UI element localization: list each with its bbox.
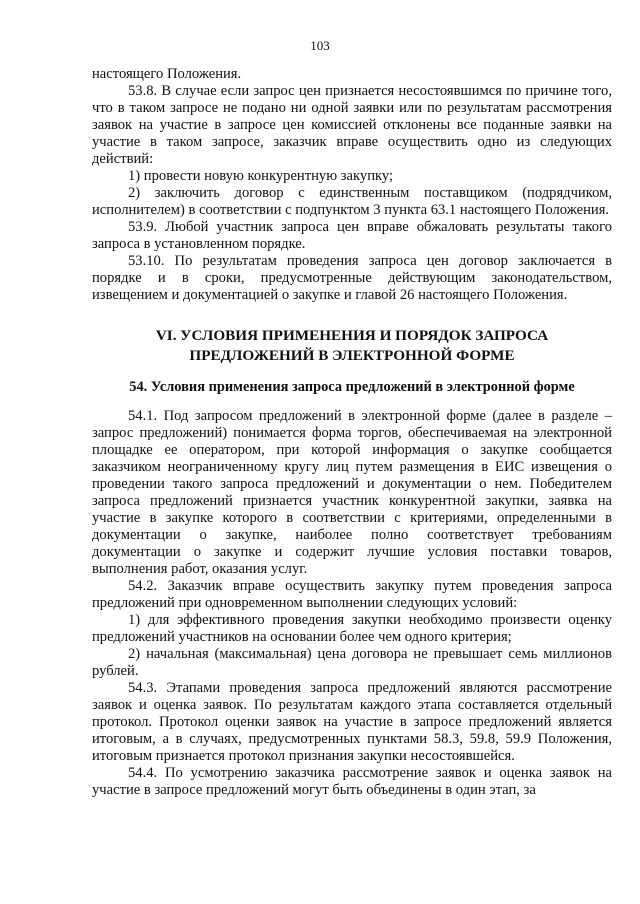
list-item: 1) для эффективного проведения закупки необходимо произвести оценку предложений участников на основании более чем одного критерия; [92, 612, 612, 645]
paragraph: 53.8. В случае если запрос цен признается несостоявшимся по причине того, что в таком запросе не подано ни одной заявки или по результатам рассмотрения заявок на участие в запросе цен комиссией отклонены все поданные заявки на участие в таком запросе, заказчик вправе осуществить одно из следующих действий: [92, 83, 612, 167]
paragraph: 54.2. Заказчик вправе осуществить закупку путем проведения запроса предложений при одновременном выполнении следующих условий: [92, 578, 612, 611]
paragraph: 54.3. Этапами проведения запроса предложений являются рассмотрение заявок и оценка заявок. По результатам каждого этапа составляется отдельный протокол. Протокол оценки заявок на участие в запросе предложений является итоговым, а в случаях, предусмотренных пунктами 58.3, 59.8, 59.9 Положения, итоговым признается протокол признания закупки несостоявшейся. [92, 680, 612, 764]
paragraph: 53.9. Любой участник запроса цен вправе обжаловать результаты такого запроса в установленном порядке. [92, 219, 612, 252]
list-item: 1) провести новую конкурентную закупку; [128, 168, 394, 184]
document-body [92, 66, 612, 799]
paragraph: 54.1. Под запросом предложений в электронной форме (далее в разделе – запрос предложений) понимается форма торгов, обеспечиваемая на электронной площадке ее оператором, при которой информация о закупке сообщается заказчиком неограниченному кругу лиц путем размещения в ЕИС извещения о проведении такого запроса предложений и документации о нем. Победителем запроса предложений признается участник конкурентной закупки, заявка на участие в закупке которого в соответствии с критериями, определенными в документации о закупке, наиболее полно соответствует требованиям документации о закупке и содержит лучшие условия поставки товаров, выполнения работ, оказания услуг. [92, 408, 612, 577]
section-title-line: ПРЕДЛОЖЕНИЙ В ЭЛЕКТРОННОЙ ФОРМЕ [189, 347, 515, 364]
section-title-line: VI. УСЛОВИЯ ПРИМЕНЕНИЯ И ПОРЯДОК ЗАПРОСА [155, 327, 549, 344]
section-title [92, 326, 612, 366]
list-item: 2) заключить договор с единственным поставщиком (подрядчиком, исполнителем) в соответствии с подпунктом 3 пункта 63.1 настоящего Положения. [92, 185, 612, 218]
page-number: 103 [310, 38, 330, 53]
subsection-title: 54. Условия применения запроса предложений в электронной форме [129, 379, 575, 395]
paragraph: 53.10. По результатам проведения запроса цен договор заключается в порядке и в сроки, предусмотренные действующим законодательством, извещением и документацией о закупке и главой 26 настоящего Положения. [92, 253, 612, 303]
paragraph: настоящего Положения. [92, 66, 242, 82]
paragraph: 54.4. По усмотрению заказчика рассмотрение заявок и оценка заявок на участие в запросе предложений могут быть объединены в один этап, за [92, 765, 612, 798]
list-item: 2) начальная (максимальная) цена договора не превышает семь миллионов рублей. [92, 646, 612, 679]
